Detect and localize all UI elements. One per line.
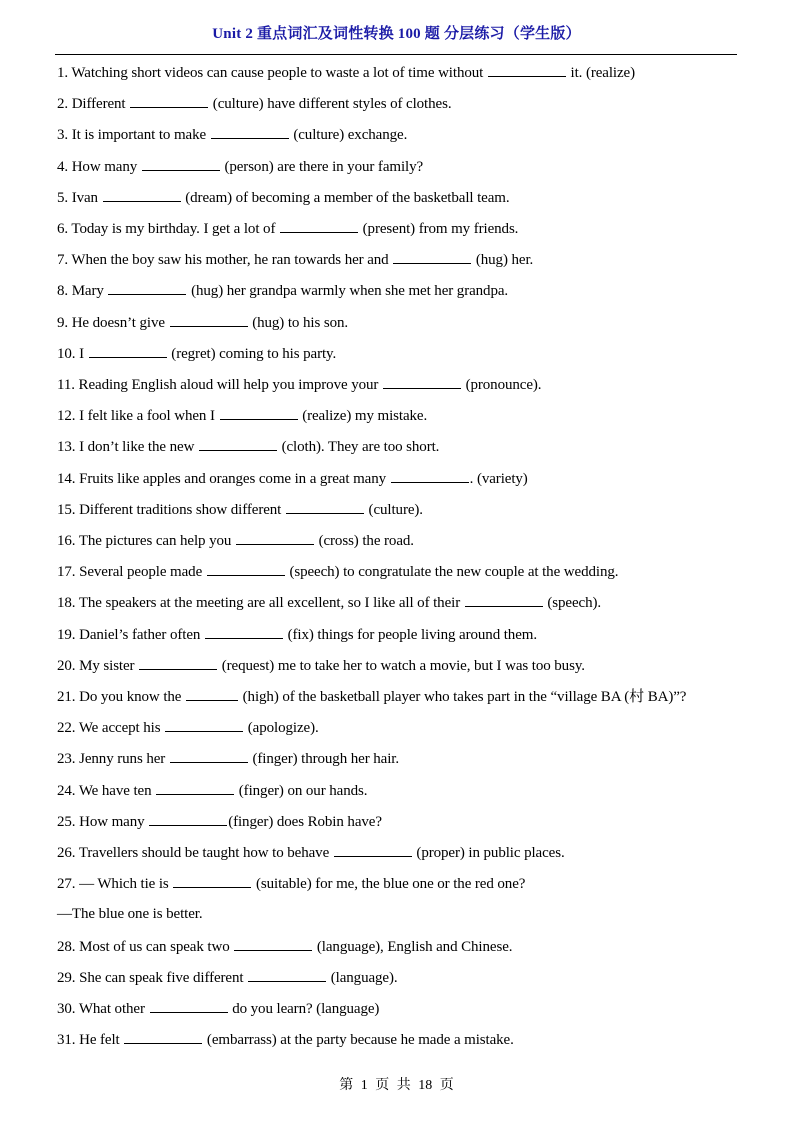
question-text-before: 31. He felt — [57, 1032, 124, 1049]
question-text-before: 19. Daniel’s father often — [57, 626, 204, 643]
question-text-after: (hug) to his son. — [248, 314, 349, 331]
question-text-before: 14. Fruits like apples and oranges come in a great many — [57, 470, 390, 487]
question-text-after: (speech) to congratulate the new couple at the wedding. — [285, 564, 619, 581]
question-line — [57, 937, 512, 956]
answer-blank[interactable] — [89, 344, 167, 358]
question-line — [57, 125, 407, 144]
answer-blank[interactable] — [286, 500, 364, 514]
question-line — [57, 63, 635, 82]
question-line — [57, 687, 686, 706]
answer-blank[interactable] — [236, 531, 314, 545]
question-text-before: 12. I felt like a fool when I — [57, 408, 219, 425]
question-text-after: (finger) on our hands. — [235, 782, 368, 799]
question-line — [57, 94, 451, 113]
document-title: Unit 2 重点词汇及词性转换 100 题 分层练习（学生版） — [212, 26, 581, 42]
answer-blank[interactable] — [170, 749, 248, 763]
answer-blank[interactable] — [280, 219, 358, 233]
question-text-before: 6. Today is my birthday. I get a lot of — [57, 221, 279, 237]
question-text-after: . (variety) — [469, 470, 528, 487]
question-text-after: (present) from my friends. — [359, 221, 519, 237]
answer-blank[interactable] — [465, 593, 543, 607]
question-line — [57, 469, 528, 488]
answer-blank[interactable] — [234, 937, 312, 951]
question-text-before: 24. We have ten — [57, 782, 156, 799]
question-text-before: 7. When the boy saw his mother, he ran towards her and — [57, 252, 393, 269]
page-number: 第 1 页 共 18 页 — [339, 1078, 454, 1093]
question-text-before: —The blue one is better. — [57, 906, 203, 923]
question-line — [57, 874, 525, 893]
question-text-before: 3. It is important to make — [57, 127, 210, 144]
question-text-before: 10. I — [57, 345, 88, 362]
question-line — [57, 625, 537, 644]
question-text-after: (fix) things for people living around them. — [283, 626, 537, 643]
answer-blank[interactable] — [103, 188, 181, 202]
question-line — [57, 281, 508, 300]
question-text-before: 13. I don’t like the new — [57, 439, 198, 456]
question-text-before: 28. Most of us can speak two — [57, 938, 234, 955]
question-text-after: (speech). — [543, 595, 602, 612]
question-text-before: 11. Reading English aloud will help you improve your — [57, 377, 382, 393]
question-line — [57, 812, 382, 831]
question-text-after: (embarrass) at the party because he made a mistake. — [203, 1032, 514, 1049]
question-line — [57, 843, 565, 862]
question-text-before: 29. She can speak five different — [57, 969, 248, 986]
answer-blank[interactable] — [199, 437, 277, 451]
answer-blank[interactable] — [334, 843, 412, 857]
answer-blank[interactable] — [156, 781, 234, 795]
answer-blank[interactable] — [186, 687, 238, 701]
question-text-after: (culture). — [364, 501, 423, 518]
question-text-before: 5. Ivan — [57, 189, 102, 206]
question-text-after: (language). — [327, 969, 398, 986]
question-text-after: (high) of the basketball player who takes part in the “village BA (村 BA)”? — [239, 689, 687, 705]
question-text-after: (realize) my mistake. — [298, 408, 428, 425]
question-text-before: 27. — Which tie is — [57, 876, 173, 893]
question-text-after: (finger) does Robin have? — [228, 813, 382, 830]
question-line — [57, 250, 533, 269]
answer-blank[interactable] — [488, 63, 566, 77]
question-text-after: (culture) have different styles of clothes. — [209, 96, 452, 113]
answer-blank[interactable] — [173, 874, 251, 888]
question-text-after: (regret) coming to his party. — [167, 345, 337, 362]
question-line — [57, 157, 423, 176]
answer-blank[interactable] — [150, 999, 228, 1013]
answer-blank[interactable] — [130, 94, 208, 108]
question-text-after: (suitable) for me, the blue one or the red one? — [252, 876, 526, 893]
question-text-before: 30. What other — [57, 1001, 149, 1017]
question-text-after: (pronounce). — [461, 377, 542, 393]
question-text-before: 1. Watching short videos can cause people to waste a lot of time without — [57, 65, 487, 81]
question-line — [57, 406, 427, 425]
question-line — [57, 1030, 514, 1049]
answer-blank[interactable] — [108, 281, 186, 295]
question-line — [57, 375, 541, 394]
question-text-before: 4. How many — [57, 158, 141, 175]
answer-blank[interactable] — [124, 1030, 202, 1044]
answer-blank[interactable] — [165, 718, 243, 732]
question-line — [57, 188, 510, 207]
answer-blank[interactable] — [142, 157, 220, 171]
question-line — [57, 500, 423, 519]
question-text-after: (hug) her. — [472, 252, 534, 269]
question-line — [57, 781, 367, 800]
question-line — [57, 219, 518, 238]
question-text-before: 17. Several people made — [57, 564, 206, 581]
question-text-before: 20. My sister — [57, 657, 139, 674]
question-text-after: (request) me to take her to watch a movie, but I was too busy. — [218, 657, 585, 674]
answer-blank[interactable] — [205, 625, 283, 639]
question-text-before: 23. Jenny runs her — [57, 751, 169, 768]
question-line — [57, 999, 379, 1018]
question-text-after: (apologize). — [244, 720, 319, 737]
question-text-before: 2. Different — [57, 96, 130, 113]
question-text-after: (hug) her grandpa warmly when she met her grandpa. — [187, 283, 509, 300]
answer-blank[interactable] — [207, 562, 285, 576]
question-text-before: 15. Different traditions show different — [57, 501, 285, 518]
question-text-before: 26. Travellers should be taught how to behave — [57, 845, 333, 861]
question-line — [57, 656, 585, 675]
question-text-after: (person) are there in your family? — [220, 158, 424, 175]
question-line — [57, 593, 601, 612]
question-text-after: (finger) through her hair. — [248, 751, 400, 768]
question-text-after: (cloth). They are too short. — [277, 439, 440, 456]
question-text-before: 22. We accept his — [57, 720, 165, 737]
answer-blank[interactable] — [170, 313, 248, 327]
question-line — [57, 718, 319, 737]
answer-blank[interactable] — [393, 250, 471, 264]
question-line — [57, 437, 439, 456]
question-line — [57, 562, 618, 581]
question-text-after: (dream) of becoming a member of the basketball team. — [181, 189, 510, 206]
question-text-before: 21. Do you know the — [57, 689, 185, 705]
question-text-before: 25. How many — [57, 813, 149, 830]
answer-blank[interactable] — [149, 812, 227, 826]
question-line — [57, 905, 202, 923]
answer-blank[interactable] — [211, 125, 289, 139]
question-line — [57, 531, 414, 550]
question-text-before: 18. The speakers at the meeting are all excellent, so I like all of their — [57, 595, 464, 612]
question-text-after: (proper) in public places. — [412, 845, 565, 861]
answer-blank[interactable] — [248, 968, 326, 982]
question-line — [57, 344, 336, 363]
question-line — [57, 968, 398, 987]
question-line — [57, 749, 399, 768]
header-divider — [55, 54, 737, 55]
question-text-before: 8. Mary — [57, 283, 108, 300]
question-text-before: 9. He doesn’t give — [57, 314, 169, 331]
question-text-after: (cross) the road. — [314, 533, 414, 549]
answer-blank[interactable] — [220, 406, 298, 420]
question-text-after: do you learn? (language) — [228, 1001, 380, 1017]
question-text-after: it. (realize) — [566, 65, 636, 81]
question-text-after: (culture) exchange. — [289, 127, 408, 144]
answer-blank[interactable] — [139, 656, 217, 670]
answer-blank[interactable] — [391, 469, 469, 483]
question-line — [57, 313, 348, 332]
question-text-after: (language), English and Chinese. — [313, 938, 513, 955]
answer-blank[interactable] — [383, 375, 461, 389]
question-text-before: 16. The pictures can help you — [57, 533, 235, 549]
